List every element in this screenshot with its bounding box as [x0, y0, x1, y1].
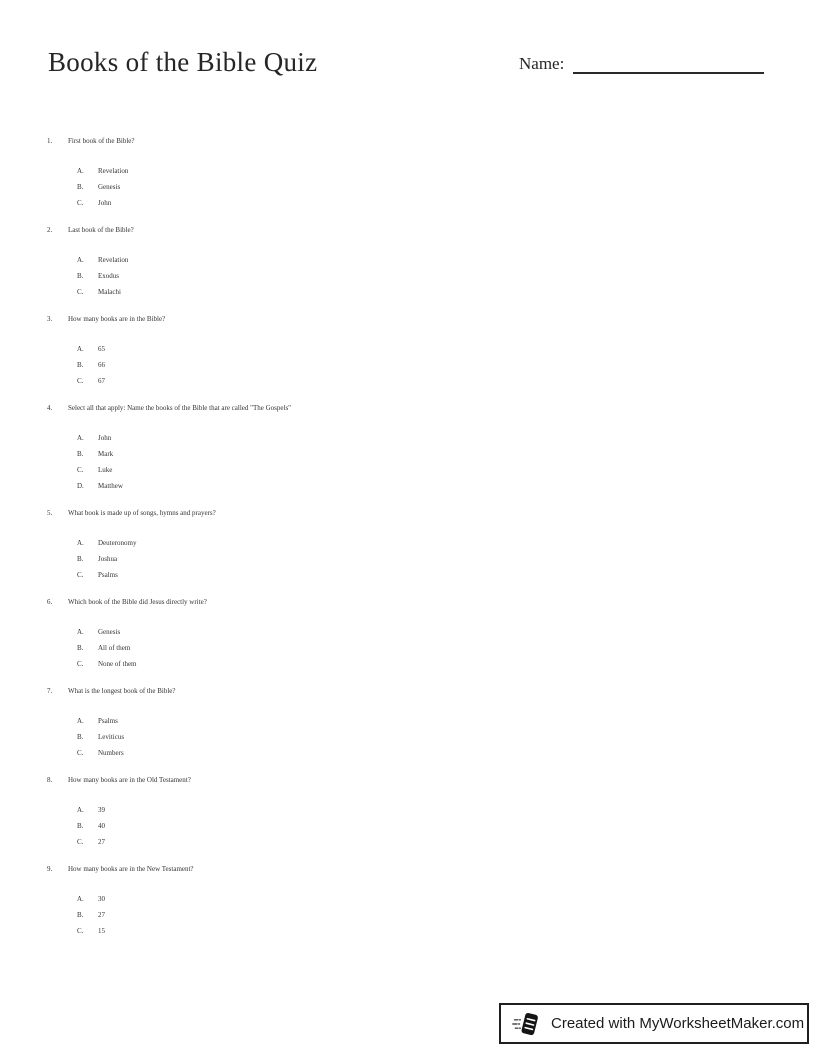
option-row	[77, 891, 560, 907]
question-text: First book of the Bible?	[68, 137, 135, 145]
option-letter: C.	[77, 927, 84, 935]
option-row	[77, 535, 560, 551]
option-text: None of them	[98, 660, 137, 668]
option-row	[77, 923, 560, 939]
option-row	[77, 551, 560, 567]
option-row	[77, 446, 560, 462]
option-row	[77, 478, 560, 494]
option-text: 65	[98, 345, 105, 353]
question-block	[47, 597, 560, 672]
option-text: 40	[98, 822, 105, 830]
option-text: John	[98, 199, 112, 207]
question-number: 6.	[47, 598, 53, 606]
option-row	[77, 624, 560, 640]
option-letter: B.	[77, 361, 84, 369]
option-letter: D.	[77, 482, 84, 490]
option-row	[77, 656, 560, 672]
option-letter: A.	[77, 628, 84, 636]
option-text: Joshua	[98, 555, 118, 563]
option-letter: A.	[77, 895, 84, 903]
option-text: Luke	[98, 466, 113, 474]
option-row	[77, 745, 560, 761]
question-number: 5.	[47, 509, 53, 517]
option-text: 67	[98, 377, 105, 385]
option-text: 27	[98, 911, 105, 919]
option-letter: C.	[77, 199, 84, 207]
option-letter: A.	[77, 167, 84, 175]
option-text: John	[98, 434, 112, 442]
option-row	[77, 268, 560, 284]
option-letter: C.	[77, 838, 84, 846]
option-text: Revelation	[98, 256, 129, 264]
option-row	[77, 284, 560, 300]
option-text: Exodus	[98, 272, 119, 280]
question-text: Select all that apply: Name the books of the Bible that are called "The Gospels"	[68, 404, 292, 412]
option-letter: A.	[77, 539, 84, 547]
option-row	[77, 640, 560, 656]
option-row	[77, 729, 560, 745]
option-row	[77, 567, 560, 583]
option-letter: A.	[77, 256, 84, 264]
option-text: All of them	[98, 644, 131, 652]
question-block	[47, 314, 560, 389]
option-row	[77, 195, 560, 211]
option-text: Numbers	[98, 749, 124, 757]
option-text: Psalms	[98, 717, 118, 725]
question-text: How many books are in the Bible?	[68, 315, 166, 323]
option-text: 30	[98, 895, 105, 903]
name-field	[519, 51, 764, 74]
option-letter: B.	[77, 733, 84, 741]
option-text: Genesis	[98, 628, 121, 636]
question-block	[47, 775, 560, 850]
option-text: Matthew	[98, 482, 123, 490]
option-list	[77, 891, 560, 939]
option-text: 27	[98, 838, 105, 846]
credit-text: Created with MyWorksheetMaker.com	[551, 1015, 805, 1032]
option-row	[77, 341, 560, 357]
option-text: Mark	[98, 450, 114, 458]
worksheet-maker-logo-icon	[512, 1010, 542, 1038]
option-letter: C.	[77, 466, 84, 474]
option-list	[77, 252, 560, 300]
option-letter: C.	[77, 288, 84, 296]
option-row	[77, 834, 560, 850]
question-number: 8.	[47, 776, 53, 784]
question-text: What is the longest book of the Bible?	[68, 687, 176, 695]
question-block	[47, 508, 560, 583]
option-text: 39	[98, 806, 105, 814]
question-number: 9.	[47, 865, 53, 873]
option-text: Revelation	[98, 167, 129, 175]
option-row	[77, 802, 560, 818]
question-number: 1.	[47, 137, 53, 145]
question-number: 3.	[47, 315, 53, 323]
question-block	[47, 403, 560, 494]
option-row	[77, 713, 560, 729]
option-letter: B.	[77, 822, 84, 830]
question-list	[0, 136, 560, 953]
option-letter: C.	[77, 660, 84, 668]
credit-badge[interactable]	[499, 1003, 809, 1044]
option-letter: A.	[77, 806, 84, 814]
option-text: 66	[98, 361, 105, 369]
option-list	[77, 430, 560, 494]
name-blank-line	[573, 51, 764, 74]
option-row	[77, 373, 560, 389]
option-list	[77, 802, 560, 850]
option-list	[77, 624, 560, 672]
option-row	[77, 357, 560, 373]
option-row	[77, 163, 560, 179]
question-number: 7.	[47, 687, 53, 695]
option-letter: A.	[77, 717, 84, 725]
option-letter: C.	[77, 749, 84, 757]
option-text: Malachi	[98, 288, 121, 296]
option-text: 15	[98, 927, 105, 935]
option-letter: B.	[77, 911, 84, 919]
option-row	[77, 818, 560, 834]
option-text: Leviticus	[98, 733, 125, 741]
option-letter: C.	[77, 571, 84, 579]
name-label: Name:	[519, 54, 565, 73]
option-row	[77, 179, 560, 195]
option-list	[77, 535, 560, 583]
question-text: Last book of the Bible?	[68, 226, 134, 234]
option-list	[77, 713, 560, 761]
option-row	[77, 252, 560, 268]
option-text: Genesis	[98, 183, 121, 191]
option-letter: C.	[77, 377, 84, 385]
question-text: What book is made up of songs, hymns and prayers?	[68, 509, 216, 517]
option-letter: A.	[77, 434, 84, 442]
option-list	[77, 341, 560, 389]
option-letter: B.	[77, 644, 84, 652]
option-row	[77, 907, 560, 923]
page-title: Books of the Bible Quiz	[48, 47, 318, 77]
question-text: Which book of the Bible did Jesus directly write?	[68, 598, 207, 606]
option-list	[77, 163, 560, 211]
question-text: How many books are in the New Testament?	[68, 865, 194, 873]
question-number: 4.	[47, 404, 53, 412]
option-text: Psalms	[98, 571, 118, 579]
option-letter: A.	[77, 345, 84, 353]
question-block	[47, 864, 560, 939]
option-letter: B.	[77, 450, 84, 458]
question-block	[47, 686, 560, 761]
option-letter: B.	[77, 555, 84, 563]
question-block	[47, 225, 560, 300]
question-block	[47, 136, 560, 211]
option-row	[77, 430, 560, 446]
question-text: How many books are in the Old Testament?	[68, 776, 191, 784]
option-text: Deuteronomy	[98, 539, 137, 547]
option-row	[77, 462, 560, 478]
option-letter: B.	[77, 272, 84, 280]
question-number: 2.	[47, 226, 53, 234]
option-letter: B.	[77, 183, 84, 191]
